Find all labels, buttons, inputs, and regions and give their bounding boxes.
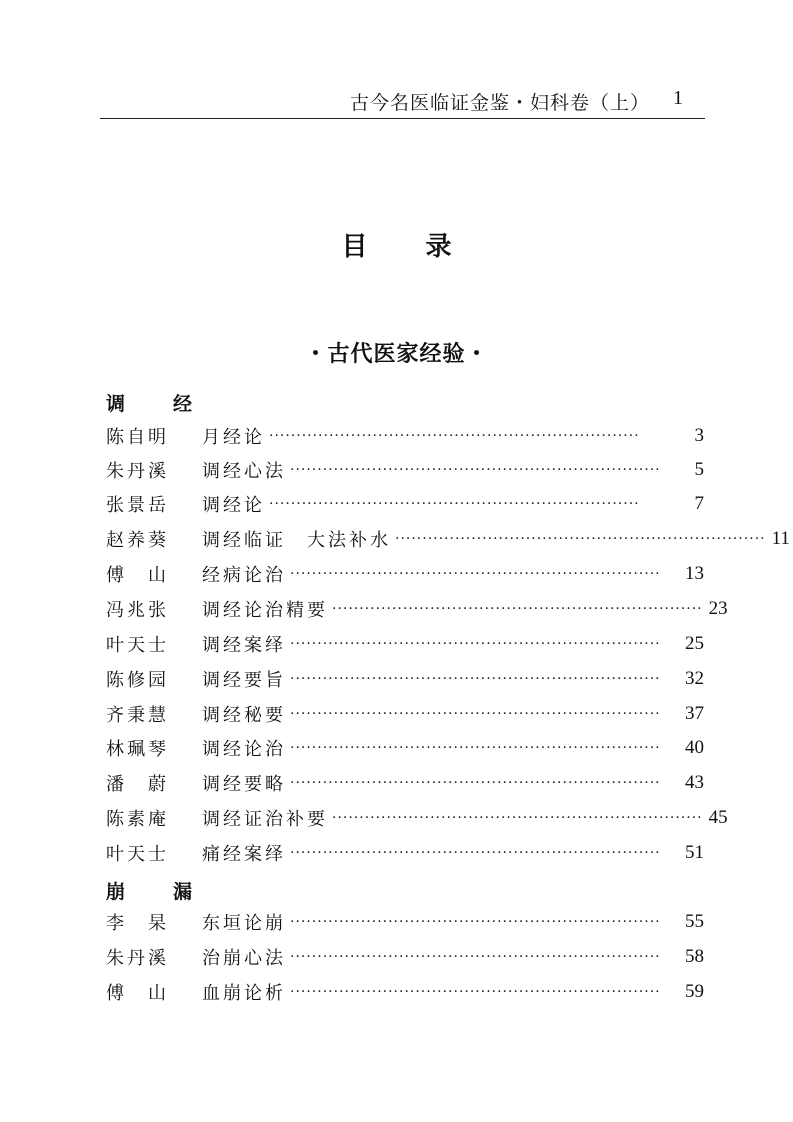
toc-entry[interactable] [106, 838, 704, 868]
entry-author: 赵养葵 [106, 530, 169, 551]
dot-leader: ···································································· [395, 531, 766, 547]
entry-author: 朱丹溪 [106, 948, 169, 969]
entry-topic: 痛经案绎 [202, 844, 286, 865]
entry-author: 朱丹溪 [106, 461, 169, 482]
entry-page: 32 [685, 668, 704, 689]
entry-topic: 调经论治精要 [202, 600, 328, 621]
entry-topic: 经病论治 [202, 565, 286, 586]
entry-topic: 东垣论崩 [202, 913, 286, 934]
running-title: 古今名医临证金鉴・妇科卷（上） [350, 92, 651, 114]
toc-entry[interactable] [106, 768, 704, 798]
entry-topic: 调经心法 [202, 461, 286, 482]
toc-entry[interactable] [106, 455, 704, 485]
entry-author: 叶天士 [106, 844, 169, 865]
dot-leader: ···································································· [332, 601, 703, 617]
entry-page: 45 [708, 807, 728, 828]
toc-entry[interactable] [106, 524, 790, 554]
entry-topic: 治崩心法 [202, 948, 286, 969]
toc-entry[interactable] [106, 594, 728, 624]
entry-author: 傅 山 [106, 983, 169, 1004]
entry-page: 43 [685, 772, 704, 793]
toc-entry[interactable] [106, 942, 704, 972]
dot-leader: ···································································· [290, 914, 661, 930]
toc-entry[interactable] [106, 421, 704, 451]
entry-page: 11 [771, 528, 790, 549]
dot-leader: ···································································· [290, 845, 661, 861]
entry-author: 冯兆张 [106, 600, 169, 621]
dot-leader: ···································································· [269, 496, 640, 512]
entry-topic: 调经案绎 [202, 635, 286, 656]
toc-title: 目录 [341, 232, 510, 262]
toc-entry[interactable] [106, 977, 704, 1007]
dot-leader: ···································································· [290, 775, 661, 791]
toc-entry[interactable] [106, 907, 704, 937]
entry-page: 25 [685, 633, 704, 654]
entry-topic: 调经要略 [202, 774, 286, 795]
toc-entry[interactable] [106, 629, 704, 659]
entry-page: 23 [708, 598, 728, 619]
dot-leader: ···································································· [290, 671, 661, 687]
running-header [100, 80, 705, 119]
entry-author: 张景岳 [106, 495, 169, 516]
dot-leader: ···································································· [290, 566, 661, 582]
entry-author: 陈修园 [106, 670, 169, 691]
entry-page: 55 [685, 911, 704, 932]
toc-entry[interactable] [106, 733, 704, 763]
entry-page: 37 [685, 703, 704, 724]
toc-entry[interactable] [106, 559, 704, 589]
entry-author: 陈素庵 [106, 809, 169, 830]
section-title: ・古代医家经验・ [304, 341, 489, 367]
entry-topic: 调经要旨 [202, 670, 286, 691]
toc-entry[interactable] [106, 489, 704, 519]
entry-author: 叶天士 [106, 635, 169, 656]
entry-author: 潘 蔚 [106, 774, 169, 795]
toc-entry[interactable] [106, 803, 728, 833]
entry-topic: 调经临证 大法补水 [202, 530, 391, 551]
toc-entry[interactable] [106, 699, 704, 729]
entry-page: 51 [685, 842, 704, 863]
entry-page: 5 [694, 459, 704, 480]
entry-page: 13 [685, 563, 704, 584]
entry-page: 3 [694, 425, 704, 446]
dot-leader: ···································································· [290, 706, 661, 722]
entry-author: 林珮琴 [106, 739, 169, 760]
dot-leader: ···································································· [290, 740, 661, 756]
entry-page: 59 [685, 981, 704, 1002]
entry-page: 7 [694, 493, 704, 514]
entry-topic: 调经论 [202, 495, 265, 516]
page-number: 1 [673, 87, 683, 109]
entry-author: 傅 山 [106, 565, 169, 586]
dot-leader: ···································································· [269, 428, 640, 444]
toc-entry[interactable] [106, 664, 704, 694]
dot-leader: ···································································· [290, 636, 661, 652]
entry-page: 40 [685, 737, 704, 758]
entry-topic: 血崩论析 [202, 983, 286, 1004]
dot-leader: ···································································· [290, 462, 661, 478]
entry-author: 齐秉慧 [106, 705, 169, 726]
group-heading-tiaojing: 调经 [106, 393, 241, 415]
dot-leader: ···································································· [332, 810, 703, 826]
dot-leader: ···································································· [290, 984, 661, 1000]
group-heading-benglou: 崩漏 [106, 881, 241, 903]
entry-topic: 调经论治 [202, 739, 286, 760]
entry-topic: 月经论 [202, 427, 265, 448]
entry-page: 58 [685, 946, 704, 967]
dot-leader: ···································································· [290, 949, 661, 965]
entry-author: 陈自明 [106, 427, 169, 448]
entry-topic: 调经秘要 [202, 705, 286, 726]
entry-author: 李 杲 [106, 913, 169, 934]
entry-topic: 调经证治补要 [202, 809, 328, 830]
